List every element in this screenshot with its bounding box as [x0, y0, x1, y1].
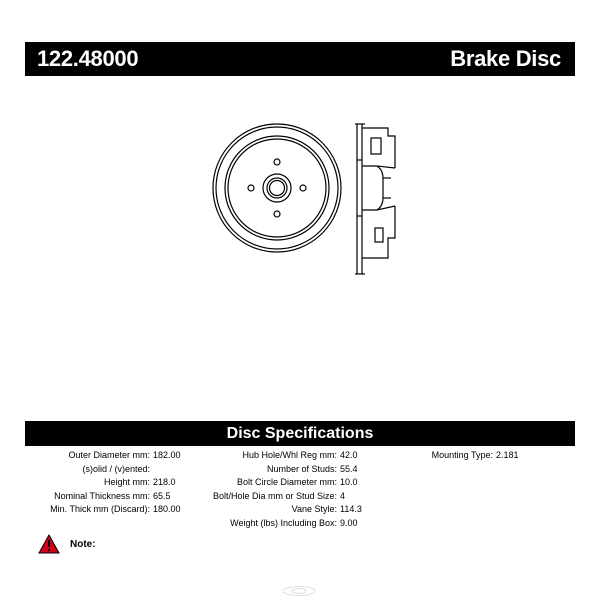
- spec-value: 4: [340, 490, 346, 501]
- spec-row: [172, 449, 362, 463]
- side-view: [355, 124, 395, 274]
- spec-label: Height mm:: [103, 477, 150, 488]
- spec-row: [172, 517, 362, 531]
- watermark-logo-icon: [281, 585, 317, 597]
- specifications-bar: [25, 421, 575, 446]
- spec-row: [172, 476, 362, 490]
- header-bar: [25, 42, 575, 76]
- spec-label: Bolt Circle Diameter mm:: [236, 477, 337, 488]
- part-number: 122.48000: [37, 46, 139, 71]
- spec-column-2: [172, 449, 362, 531]
- warning-triangle-icon: [38, 534, 60, 554]
- spec-row: [380, 449, 519, 463]
- spec-value: 114.3: [340, 504, 362, 515]
- spec-label: Mounting Type:: [431, 450, 493, 460]
- spec-label: Min. Thick mm (Discard):: [50, 504, 150, 515]
- note-section: [38, 534, 96, 554]
- spec-label: Bolt/Hole Dia mm or Stud Size:: [212, 490, 337, 501]
- front-view: [213, 124, 341, 252]
- spec-value: 65.5: [153, 490, 171, 501]
- spec-row: [0, 463, 181, 477]
- specifications-title: Disc Specifications: [226, 424, 374, 442]
- part-category: Brake Disc: [450, 46, 561, 71]
- spec-value: 10.0: [340, 477, 358, 488]
- spec-value: 218.0: [153, 477, 176, 488]
- spec-value: 180.00: [153, 504, 181, 515]
- spec-column-3: [380, 449, 519, 463]
- spec-value: 55.4: [340, 463, 358, 474]
- spec-label: Nominal Thickness mm:: [54, 490, 150, 501]
- spec-label: Number of Studs:: [266, 463, 337, 474]
- spec-label: (s)olid / (v)ented:: [82, 463, 150, 474]
- spec-row: [0, 503, 181, 517]
- spec-row: [0, 490, 181, 504]
- brake-drum-drawing: [205, 112, 405, 282]
- spec-value: 182.00: [153, 450, 181, 460]
- spec-row: [172, 490, 362, 504]
- spec-column-1: [0, 449, 181, 517]
- spec-row: [172, 503, 362, 517]
- note-label: Note:: [70, 538, 96, 550]
- spec-value: 42.0: [340, 450, 358, 460]
- spec-label: Weight (lbs) Including Box:: [230, 517, 337, 528]
- spec-row: [0, 449, 181, 463]
- spec-label: Outer Diameter mm:: [68, 450, 150, 460]
- spec-row: [0, 476, 181, 490]
- spec-label: Hub Hole/Whl Reg mm:: [242, 450, 337, 460]
- spec-label: Vane Style:: [291, 504, 337, 515]
- spec-value: 2.181: [496, 450, 519, 460]
- spec-row: [172, 463, 362, 477]
- spec-value: 9.00: [340, 517, 358, 528]
